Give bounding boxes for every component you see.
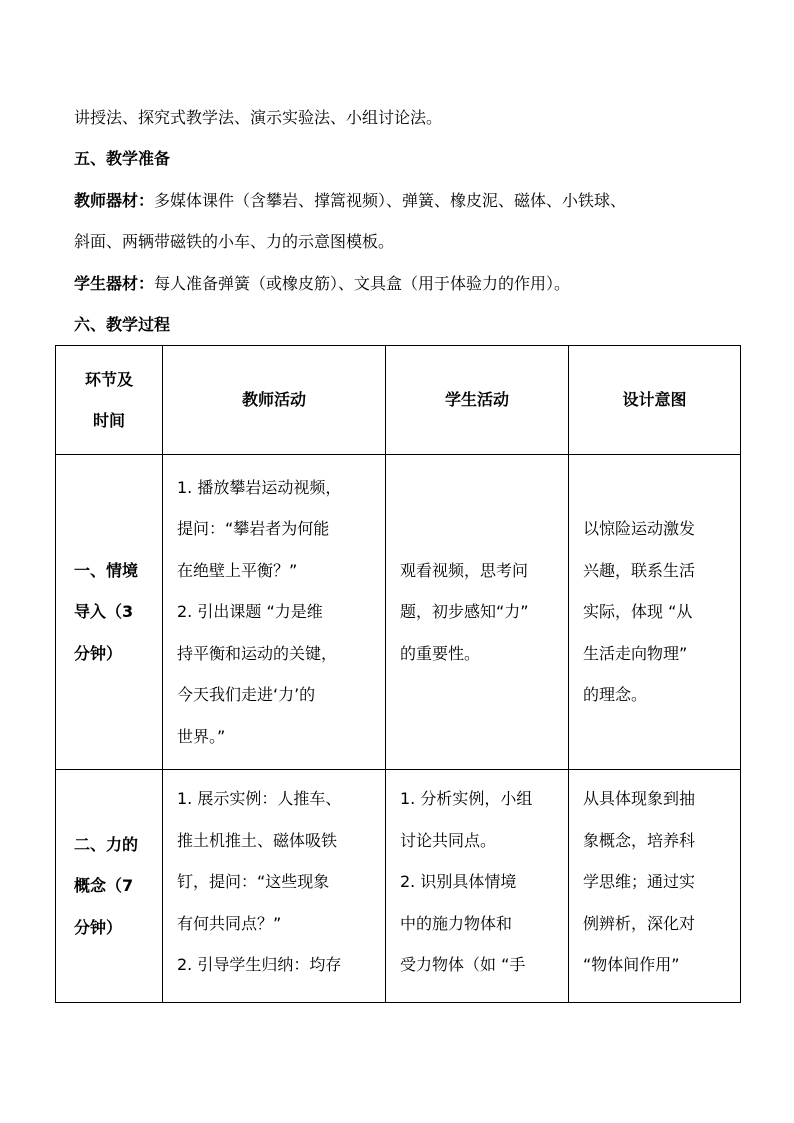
header-design-intent: 设计意图 — [569, 346, 741, 455]
teacher-activity-cell: 1. 播放攀岩运动视频， 提问：“攀岩者为何能 在绝壁上平衡？” 2. 引出课题 “力是维 持平衡和运动的关键， 今天我们走进‘力’的 世界。” — [163, 455, 386, 770]
teaching-methods-line: 讲授法、探究式教学法、演示实验法、小组讨论法。 — [74, 108, 443, 127]
table-row — [56, 455, 741, 770]
header-student-activity: 学生活动 — [386, 346, 569, 455]
table-header-row — [56, 346, 741, 455]
header-teacher-activity: 教师活动 — [163, 346, 386, 455]
teaching-process-table — [55, 345, 741, 1003]
table-row — [56, 770, 741, 1003]
design-intent-cell: 以惊险运动激发 兴趣，联系生活 实际，体现 “从 生活走向物理” 的理念。 — [569, 455, 741, 770]
design-intent-cell: 从具体现象到抽 象概念，培养科 学思维；通过实 例辨析，深化对 “物体间作用” — [569, 770, 741, 1003]
stage-cell: 一、情境 导入（3 分钟） — [56, 455, 163, 770]
student-equipment-label: 学生器材： — [74, 274, 155, 293]
stage-cell: 二、力的 概念（7 分钟） — [56, 770, 163, 1003]
student-equipment-text: 每人准备弹簧（或橡皮筋）、文具盒（用于体验力的作用）。 — [154, 274, 571, 293]
section-6-heading: 六、教学过程 — [74, 315, 171, 334]
teacher-equipment-label: 教师器材： — [74, 191, 155, 210]
section-5-heading: 五、教学准备 — [74, 149, 171, 168]
student-equipment-line — [74, 274, 744, 294]
teacher-equipment-line-2: 斜面、两辆带磁铁的小车、力的示意图模板。 — [74, 232, 395, 251]
student-activity-cell: 1. 分析实例，小组 讨论共同点。 2. 识别具体情境 中的施力物体和 受力物体（如 “手 — [386, 770, 569, 1003]
header-stage-time: 环节及 时间 — [56, 346, 163, 455]
teacher-equipment-line — [74, 191, 744, 211]
teacher-activity-cell: 1. 展示实例：人推车、 推土机推土、磁体吸铁 钉，提问：“这些现象 有何共同点？” 2. 引导学生归纳：均存 — [163, 770, 386, 1003]
teacher-equipment-text: 多媒体课件（含攀岩、撑篙视频）、弹簧、橡皮泥、磁体、小铁球、 — [154, 191, 627, 210]
student-activity-cell: 观看视频，思考问 题，初步感知“力” 的重要性。 — [386, 455, 569, 770]
